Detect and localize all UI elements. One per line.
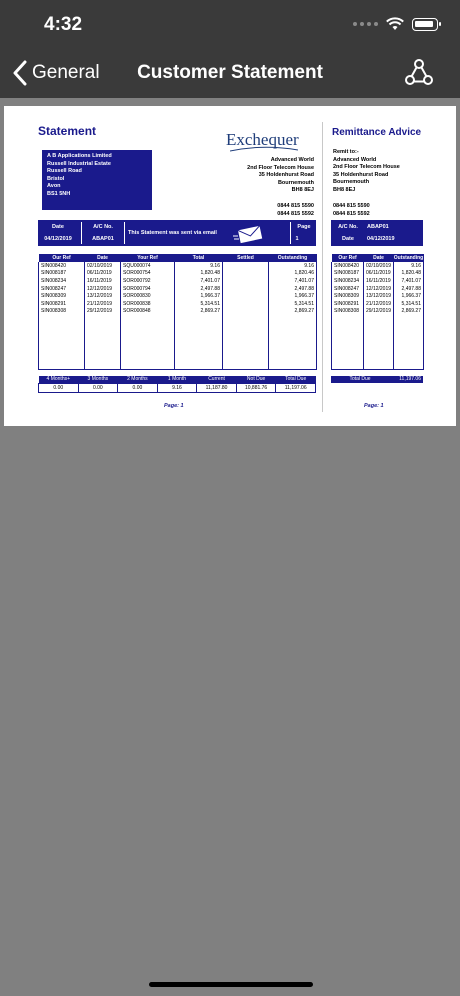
cell: SOR000848: [121, 308, 175, 316]
cell: 13/12/2019: [364, 292, 394, 300]
cell: SIN008247: [39, 285, 85, 293]
ac-value: ABAP01: [367, 224, 389, 230]
phone-line: 0844 815 5592: [333, 210, 370, 217]
date-value: 04/12/2019: [44, 236, 72, 242]
table-row: [39, 285, 317, 293]
cell: SIN008291: [332, 300, 364, 308]
cell: 5,314.51: [269, 300, 317, 308]
cell: SIN008420: [332, 262, 364, 270]
cell: SIN008420: [39, 262, 85, 270]
cell: 12/12/2019: [85, 285, 121, 293]
address-line: 2nd Floor Telecom House: [333, 164, 400, 171]
info-separator: [290, 222, 291, 244]
cell: 2,869.27: [175, 308, 223, 316]
address-line: Bournemouth: [333, 179, 370, 186]
aging-label: 4 Months+: [39, 376, 79, 383]
cell: [223, 292, 269, 300]
cell: SOR000754: [121, 270, 175, 278]
aging-summary: [38, 376, 316, 393]
table-row: [332, 262, 424, 270]
battery-icon: [412, 18, 438, 31]
customer-address: [42, 150, 152, 210]
cell: 1,966.37: [269, 292, 317, 300]
total-due-bar: [331, 376, 423, 383]
signal-icon: [353, 22, 378, 26]
column-header: Total: [175, 254, 223, 262]
status-icons: [353, 17, 438, 31]
table-header: [39, 254, 317, 262]
table-row: [39, 292, 317, 300]
column-header: Our Ref: [332, 254, 364, 262]
page-title: Customer Statement: [137, 62, 323, 83]
home-indicator[interactable]: [149, 982, 313, 987]
cell: SIN008234: [39, 277, 85, 285]
aging-label: Current: [197, 376, 237, 383]
cell: 2,869.27: [394, 308, 424, 316]
aging-label: 2 Months: [118, 376, 158, 383]
cell: [223, 277, 269, 285]
cell: 2,497.88: [394, 285, 424, 293]
page-label: Page: [297, 224, 311, 230]
cell: 06/11/2019: [364, 270, 394, 278]
remit-to-label: Remit to:-: [333, 149, 359, 155]
cell: 5,314.51: [175, 300, 223, 308]
table-row: [332, 277, 424, 285]
aging-value: 0.00: [78, 383, 118, 392]
cell: 9.16: [175, 262, 223, 270]
status-time: 4:32: [44, 14, 83, 35]
cell: 12/12/2019: [364, 285, 394, 293]
table-filler: [332, 315, 424, 369]
cell: [223, 285, 269, 293]
column-header: Outstanding: [393, 255, 424, 261]
aging-values: [39, 383, 316, 392]
cell: SIN008187: [39, 270, 85, 278]
total-due-value: 11,197.06: [399, 376, 421, 382]
address-line: BS1 5NH: [47, 190, 71, 197]
cell: 13/12/2019: [85, 292, 121, 300]
column-header: Your Ref: [121, 254, 175, 262]
share-icon[interactable]: [404, 58, 434, 88]
cell: 1,966.37: [175, 292, 223, 300]
cell: 21/12/2019: [85, 300, 121, 308]
table-row: [332, 300, 424, 308]
wifi-icon: [386, 17, 404, 31]
column-header: Our Ref: [39, 254, 85, 262]
table-row: [39, 300, 317, 308]
address-line: Advanced World: [333, 156, 377, 163]
ac-value: ABAP01: [92, 236, 114, 242]
table-filler: [39, 315, 317, 369]
aging-value: 10,881.76: [236, 383, 276, 392]
cell: 06/11/2019: [85, 270, 121, 278]
total-due-label: Total Due: [349, 376, 371, 382]
address-line: A B Applications Limited: [47, 153, 112, 159]
logo-swoosh-icon: [230, 146, 298, 152]
email-note: This Statement was sent via email: [128, 230, 217, 236]
cell: 1,820.48: [175, 270, 223, 278]
cell: 02/10/2019: [85, 262, 121, 270]
cell: [223, 308, 269, 316]
table-row: [39, 262, 317, 270]
phone-line: 0844 815 5592: [277, 210, 314, 217]
cell: SOR000794: [121, 285, 175, 293]
page-footer: Page: 1: [164, 403, 184, 409]
table-row: [39, 277, 317, 285]
cell: SIN008309: [332, 292, 364, 300]
phone-line: 0844 815 5590: [277, 203, 314, 209]
table-row: [39, 308, 317, 316]
remittance-heading: Remittance Advice: [332, 127, 422, 138]
statement-info-bar: [38, 220, 316, 246]
table-row: [39, 270, 317, 278]
table-row: [332, 308, 424, 316]
company-phones: [234, 203, 314, 218]
aging-label: Total Due: [276, 376, 316, 383]
exchequer-logo: Exchequer: [226, 130, 299, 149]
remit-table: [331, 254, 424, 370]
remit-page-footer: Page: 1: [364, 403, 384, 409]
address-line: Bristol: [47, 175, 65, 182]
cell: 2,497.88: [269, 285, 317, 293]
cell: SIN008308: [39, 308, 85, 316]
cell: 9.16: [394, 262, 424, 270]
statement-document: [4, 106, 456, 426]
remit-phones: [333, 203, 370, 218]
cell: 16/11/2019: [85, 277, 121, 285]
aging-value: 0.00: [39, 383, 79, 392]
aging-value: 11,187.80: [197, 383, 237, 392]
ac-label: A/C No.: [338, 224, 358, 230]
date-label: Date: [52, 224, 64, 230]
column-header: Date: [85, 254, 121, 262]
address-line: BH8 8EJ: [291, 187, 314, 194]
cell: 2,869.27: [269, 308, 317, 316]
cell: 29/12/2019: [364, 308, 394, 316]
address-line: Bournemouth: [277, 179, 314, 186]
cell: SIN008234: [332, 277, 364, 285]
transactions-table: [38, 254, 317, 370]
cell: 1,966.37: [394, 292, 424, 300]
page-value: 1: [295, 236, 299, 242]
divider: [322, 122, 323, 412]
info-separator: [124, 222, 125, 244]
aging-label: Not Due: [236, 376, 276, 383]
cell: 7,401.07: [394, 277, 424, 285]
cell: 1,820.46: [269, 270, 317, 278]
cell: [223, 300, 269, 308]
cell: [223, 270, 269, 278]
cell: SOR000830: [121, 292, 175, 300]
address-line: Avon: [47, 183, 61, 190]
cell: 2,497.88: [175, 285, 223, 293]
back-label: General: [32, 62, 100, 83]
cell: 21/12/2019: [364, 300, 394, 308]
address-line: BH8 8EJ: [333, 186, 356, 193]
cell: SIN008247: [332, 285, 364, 293]
date-label: Date: [342, 236, 354, 242]
column-header: Settled: [223, 254, 269, 262]
address-line: Advanced World: [270, 157, 314, 163]
ac-label: A/C No.: [93, 224, 113, 230]
cell: 29/12/2019: [85, 308, 121, 316]
aging-value: 11,197.06: [276, 383, 316, 392]
aging-label: 3 Months: [78, 376, 118, 383]
cell: SOR000838: [121, 300, 175, 308]
cell: SIN008291: [39, 300, 85, 308]
cell: SIN008308: [332, 308, 364, 316]
cell: 7,401.07: [269, 277, 317, 285]
cell: SOR000792: [121, 277, 175, 285]
info-separator: [81, 222, 82, 244]
table-row: [332, 270, 424, 278]
address-line: Russell Road: [47, 168, 82, 175]
table-header: [332, 254, 424, 262]
cell: 16/11/2019: [364, 277, 394, 285]
address-line: 2nd Floor Telecom House: [247, 164, 314, 171]
aging-label: 1 Month: [157, 376, 197, 383]
cell: 1,820.48: [394, 270, 424, 278]
aging-header: [39, 376, 316, 383]
remit-info-bar: [331, 220, 423, 246]
cell: 5,314.51: [394, 300, 424, 308]
statement-heading: Statement: [38, 124, 97, 138]
address-line: 35 Holdenhurst Road: [333, 171, 389, 178]
cell: SIN008309: [39, 292, 85, 300]
remit-address: [333, 149, 400, 195]
cell: 7,401.07: [175, 277, 223, 285]
table-row: [332, 292, 424, 300]
date-value: 04/12/2019: [367, 236, 395, 242]
cell: 02/10/2019: [364, 262, 394, 270]
column-header: Outstanding: [269, 254, 317, 262]
navigation-header: [0, 0, 460, 98]
address-line: 35 Holdenhurst Road: [258, 172, 314, 179]
email-envelope-icon: [233, 224, 269, 244]
cell: [223, 262, 269, 270]
table-row: [332, 285, 424, 293]
aging-value: 9.16: [157, 383, 197, 392]
phone-line: 0844 815 5590: [333, 203, 370, 209]
cell: SQU000074: [121, 262, 175, 270]
aging-value: 0.00: [118, 383, 158, 392]
cell: 9.16: [269, 262, 317, 270]
cell: SIN008187: [332, 270, 364, 278]
address-line: Russell Industrial Estate: [47, 160, 111, 167]
company-address: [234, 157, 314, 195]
column-header: Date: [364, 254, 394, 262]
